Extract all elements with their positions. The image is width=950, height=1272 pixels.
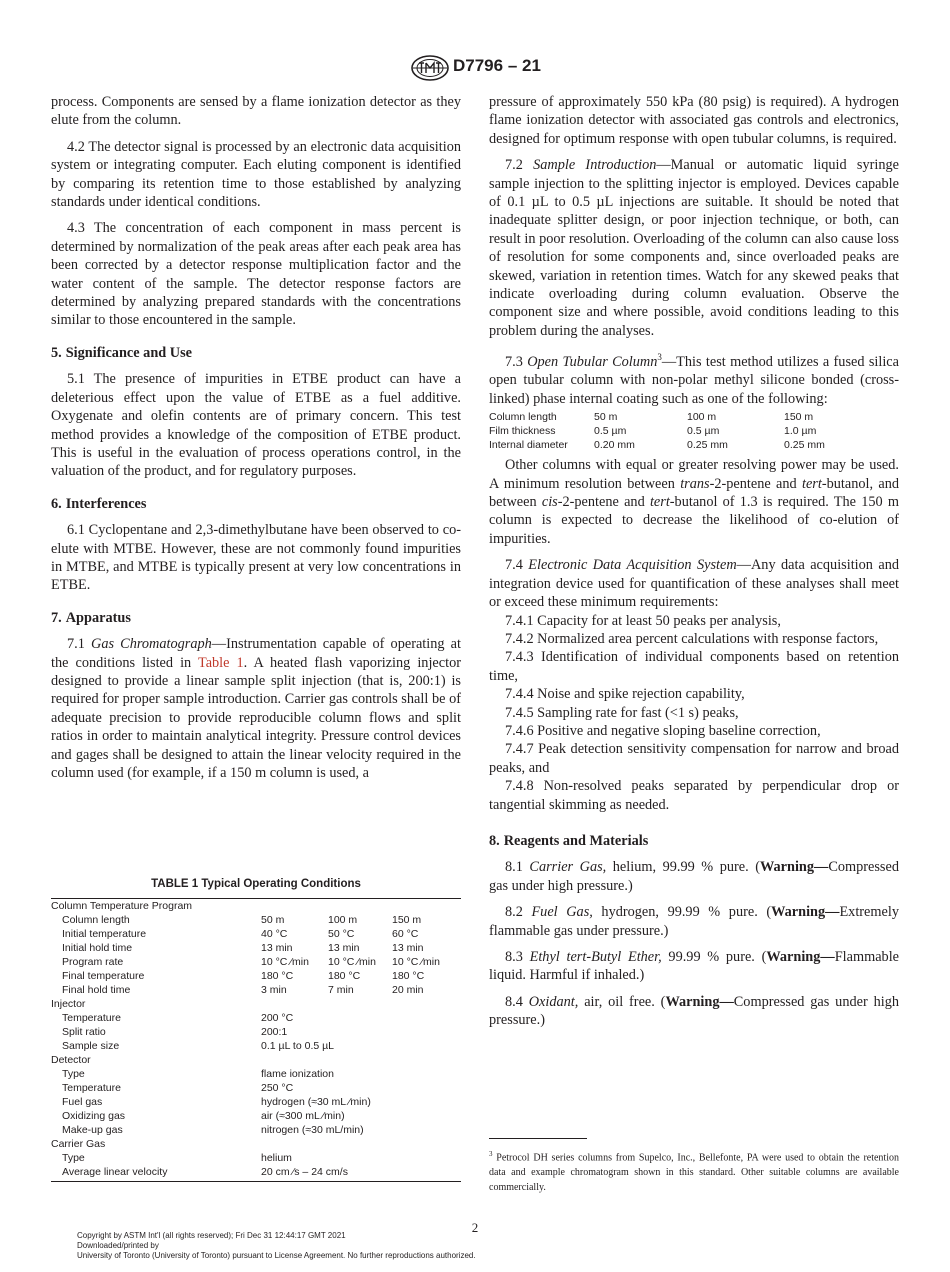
table-row (51, 997, 461, 1011)
column-specs-table (489, 410, 899, 452)
table-body (51, 899, 461, 1179)
table-row (51, 969, 461, 983)
table-cell: 10 °C ⁄min (392, 956, 440, 968)
paragraph-7-3: 7.3 Open Tubular Column$^3$—This test method utilizes a fused silica open tubular column with non-polar methyl silicone bonded (cross-linked) phase internal coating such as one of the following: (489, 352, 899, 407)
section-heading-8: 8. Reagents and Materials (489, 832, 649, 849)
table-row (51, 1109, 461, 1123)
table-cell: 100 m (328, 914, 358, 926)
table-cell: 13 min (261, 942, 293, 954)
paragraph-8-4: 8.4 Oxidant, air, oil free. (Warning—Compressed gas under high pressure.) (489, 993, 899, 1029)
specs-cell: 0.5 µm (687, 425, 720, 438)
table-row-label: Carrier Gas (51, 1138, 106, 1150)
specs-cell: 0.20 mm (594, 439, 635, 452)
paragraph-8-3: 8.3 Ethyl tert-Butyl Ether, 99.99 % pure. (Warning—Flammable liquid. Harmful if inhaled.) (489, 949, 900, 984)
paragraph-other-columns: Other columns with equal or greater resolving power may be used. A minimum resolution between trans-2-pentene and tert-butanol, and between cis-2-pentene and tert-butanol of 1.3 is required. The 150 m column is expected to decrease the likelihood of co-elution of impurities. (489, 457, 900, 547)
specs-cell: 150 m (784, 411, 814, 424)
table-cell: 0.1 µL to 0.5 µL (261, 1040, 335, 1052)
table-cell: 10 °C ⁄min (261, 956, 309, 968)
table-row-label: Make-up gas (62, 1124, 123, 1136)
paragraph-8-2: 8.2 Fuel Gas, hydrogen, 99.99 % pure. (Warning—Extremely flammable gas under pressure.) (489, 904, 899, 939)
table-row-label: Oxidizing gas (62, 1110, 126, 1122)
table-row-label: Split ratio (62, 1026, 106, 1038)
page-header (0, 54, 950, 84)
specs-cell: 1.0 µm (784, 425, 817, 438)
table-row-label: Average linear velocity (62, 1166, 168, 1178)
footnote-divider (489, 1138, 587, 1139)
list-item: 7.4.6 Positive and negative sloping baseline correction, (505, 722, 821, 739)
specs-cell: Column length (489, 411, 557, 424)
table-row-label: Column Temperature Program (51, 900, 193, 912)
document-designation: D7796 – 21 (453, 56, 541, 75)
list-item: 7.4.2 Normalized area percent calculations with response factors, (505, 630, 879, 647)
right-column (489, 93, 899, 1038)
table-row (51, 955, 461, 969)
paragraph-4-2: 4.2 The detector signal is processed by an electronic data acquisition system or integrating computer. Each eluting component is identified by comparing its retention time to those established by analyzing standards under identical conditions. (51, 138, 461, 211)
table-row (51, 913, 461, 927)
table-row (51, 1123, 461, 1137)
table-cell: 200 °C (261, 1012, 294, 1024)
table-row-label: Program rate (62, 956, 124, 968)
table-row (51, 1039, 461, 1053)
table-row-label: Sample size (62, 1040, 120, 1052)
table-row-label: Fuel gas (62, 1096, 103, 1108)
table-row-label: Temperature (62, 1082, 121, 1094)
paragraph: process. Components are sensed by a flame ionization detector as they elute from the column. (51, 94, 461, 129)
paragraph-7-4: 7.4 Electronic Data Acquisition System—Any data acquisition and integration device used for quantification of these analyses shall meet or exceed these minimum requirements: (489, 557, 899, 611)
table-row-label: Final temperature (62, 970, 145, 982)
table-row-label: Type (62, 1152, 85, 1164)
table-row (51, 1081, 461, 1095)
table-cell: 7 min (328, 984, 354, 996)
specs-cell: Internal diameter (489, 439, 568, 452)
table-cell: 20 cm ⁄s – 24 cm/s (261, 1166, 348, 1178)
specs-cell: Film thickness (489, 425, 556, 438)
table-cell: 3 min (261, 984, 287, 996)
table-cell: 180 °C (392, 970, 425, 982)
paragraph-4-3: 4.3 The concentration of each component in mass percent is determined by normalization of the peak areas after each peak area has been corrected by a detector response multiplication factor and the water content of the sample. The detector response factors are determined by analyzing prepared standards with the concentrations similar to those encountered in the sample. (51, 220, 461, 329)
table-row-label: Detector (51, 1054, 91, 1066)
page-number: 2 (471, 1220, 479, 1235)
specs-cell: 0.25 mm (784, 439, 825, 452)
table-row (51, 1151, 461, 1165)
specs-row (489, 438, 899, 452)
table-cell: 150 m (392, 914, 422, 926)
list-item: 7.4.8 Non-resolved peaks separated by perpendicular drop or tangential skimming as needed. (489, 778, 899, 813)
table-row-label: Column length (62, 914, 130, 926)
paragraph-8-1: 8.1 Carrier Gas, helium, 99.99 % pure. (Warning—Compressed gas under high pressure.) (489, 859, 899, 894)
table-row (51, 1137, 461, 1151)
table-caption: TABLE 1 Typical Operating Conditions (151, 878, 361, 890)
left-column (51, 93, 461, 790)
table-cell: 40 °C (261, 928, 288, 940)
table-rule (51, 1181, 461, 1182)
list-item: 7.4.4 Noise and spike rejection capability, (505, 686, 745, 703)
paragraph-7-2: 7.2 Sample Introduction—Manual or automatic liquid syringe sample injection to the splitting injector is employed. Devices capable of 0.1 µL to 0.5 µL injections are suitable. It should be noted that inadequate splitter design, or poor injection technique, or both, can result in poor resolution. Overloading of the column can also cause loss of resolution for some components and, since overloaded peaks are skewed, variation in retention times. Watch for any skewed peaks that indicate overloading during column evaluation. Observe the component size and where possible, avoid conditions leading to this problem during the analyses. (489, 157, 899, 339)
table-cell: hydrogen (≈30 mL ⁄min) (261, 1096, 371, 1108)
table-row (51, 899, 461, 913)
copyright-notice: Copyright by ASTM Int'l (all rights reserved); Fri Dec 31 12:44:17 GMT 2021 Downloaded/printed by University of Toronto (University of Toronto) pursuant to License Agreement. No further reproductions authorized. (77, 1231, 476, 1260)
table-row (51, 1025, 461, 1039)
specs-cell: 0.25 mm (687, 439, 728, 452)
table-row-label: Temperature (62, 1012, 121, 1024)
table-row (51, 983, 461, 997)
table-row-label: Final hold time (62, 984, 131, 996)
list-item: 7.4.7 Peak detection sensitivity compensation for narrow and broad peaks, and (489, 741, 899, 776)
table-cell: air (≈300 mL ⁄min) (261, 1110, 345, 1122)
table-cell: 50 m (261, 914, 285, 926)
table-cell: 20 min (392, 984, 424, 996)
paragraph-5-1: 5.1 The presence of impurities in ETBE product can have a deleterious effect upon the value of ETBE as a fuel additive. Oxygenate and olefin contents are of primary concern. This test method provides a knowledge of the composition of ETBE product. This is useful in the evaluation of process operations control, in the valuation of the product, and for regulatory purposes. (51, 371, 461, 480)
specs-row (489, 424, 899, 438)
table-row-label: Initial hold time (62, 942, 133, 954)
table-cell: flame ionization (261, 1068, 334, 1080)
table-row (51, 1053, 461, 1067)
section-heading-5: 5. Significance and Use (51, 344, 193, 361)
table-row (51, 1067, 461, 1081)
table-row (51, 941, 461, 955)
list-item: 7.4.5 Sampling rate for fast (<1 s) peaks, (505, 704, 739, 721)
paragraph: pressure of approximately 550 kPa (80 psig) is required). A hydrogen flame ionization detector with associated gas controls and electronics, designed for optimum response with open tubular columns, is required. (489, 94, 899, 147)
list-item: 7.4.3 Identification of individual components based on retention time, (489, 649, 899, 684)
table-row-label: Type (62, 1068, 85, 1080)
specs-cell: 0.5 µm (594, 425, 627, 438)
paragraph-7-1: 7.1 Gas Chromatograph—Instrumentation capable of operating at the conditions listed in Table 1. A heated flash vaporizing injector designed to provide a linear sample split injection (that is, 200:1) is required for proper sample introduction. Carrier gas controls shall be of adequate precision to provide reproducible column flows and split ratios in order to maintain analytical integrity. Pressure control devices and gages shall be designed to attain the linear velocity required in the column used (for example, if a 150 m column is used, a (51, 636, 461, 781)
table-cell: 200:1 (261, 1026, 288, 1038)
table-1-link[interactable]: Table 1 (197, 654, 244, 671)
table-row (51, 1165, 461, 1179)
table-row (51, 1095, 461, 1109)
table-cell: 10 °C ⁄min (328, 956, 376, 968)
table-row-label: Initial temperature (62, 928, 147, 940)
table-cell: 180 °C (261, 970, 294, 982)
table-cell: nitrogen (≈30 mL/min) (261, 1124, 364, 1136)
section-heading-7: 7. Apparatus (51, 609, 131, 626)
table-cell: 250 °C (261, 1082, 294, 1094)
table-cell: helium (261, 1152, 292, 1164)
section-heading-6: 6. Interferences (51, 495, 147, 512)
astm-logo-icon (410, 54, 450, 82)
specs-cell: 50 m (594, 411, 618, 424)
table-cell: 60 °C (392, 928, 419, 940)
table-cell: 13 min (392, 942, 424, 954)
table-row-label: Injector (51, 998, 86, 1010)
footnote-3: $^3$ Petrocol DH series columns from Supelco, Inc., Bellefonte, PA were used to obtain the retention data and example chromatogram shown in this standard. Other suitable columns are available commercially. (489, 1150, 899, 1194)
footnote-ref[interactable]: 3 (657, 352, 662, 363)
table-1 (51, 877, 461, 1182)
specs-row (489, 410, 899, 424)
table-row (51, 927, 461, 941)
paragraph-6-1: 6.1 Cyclopentane and 2,3-dimethylbutane have been observed to co-elute with MTBE. However, these are not commonly found impurities in MTBE, and MTBE is typically present at very low concentrations in ETBE. (51, 522, 461, 594)
table-cell: 13 min (328, 942, 360, 954)
requirements-list (489, 612, 899, 814)
table-cell: 50 °C (328, 928, 355, 940)
table-cell: 180 °C (328, 970, 361, 982)
table-row (51, 1011, 461, 1025)
specs-cell: 100 m (687, 411, 717, 424)
list-item: 7.4.1 Capacity for at least 50 peaks per analysis, (505, 612, 781, 629)
